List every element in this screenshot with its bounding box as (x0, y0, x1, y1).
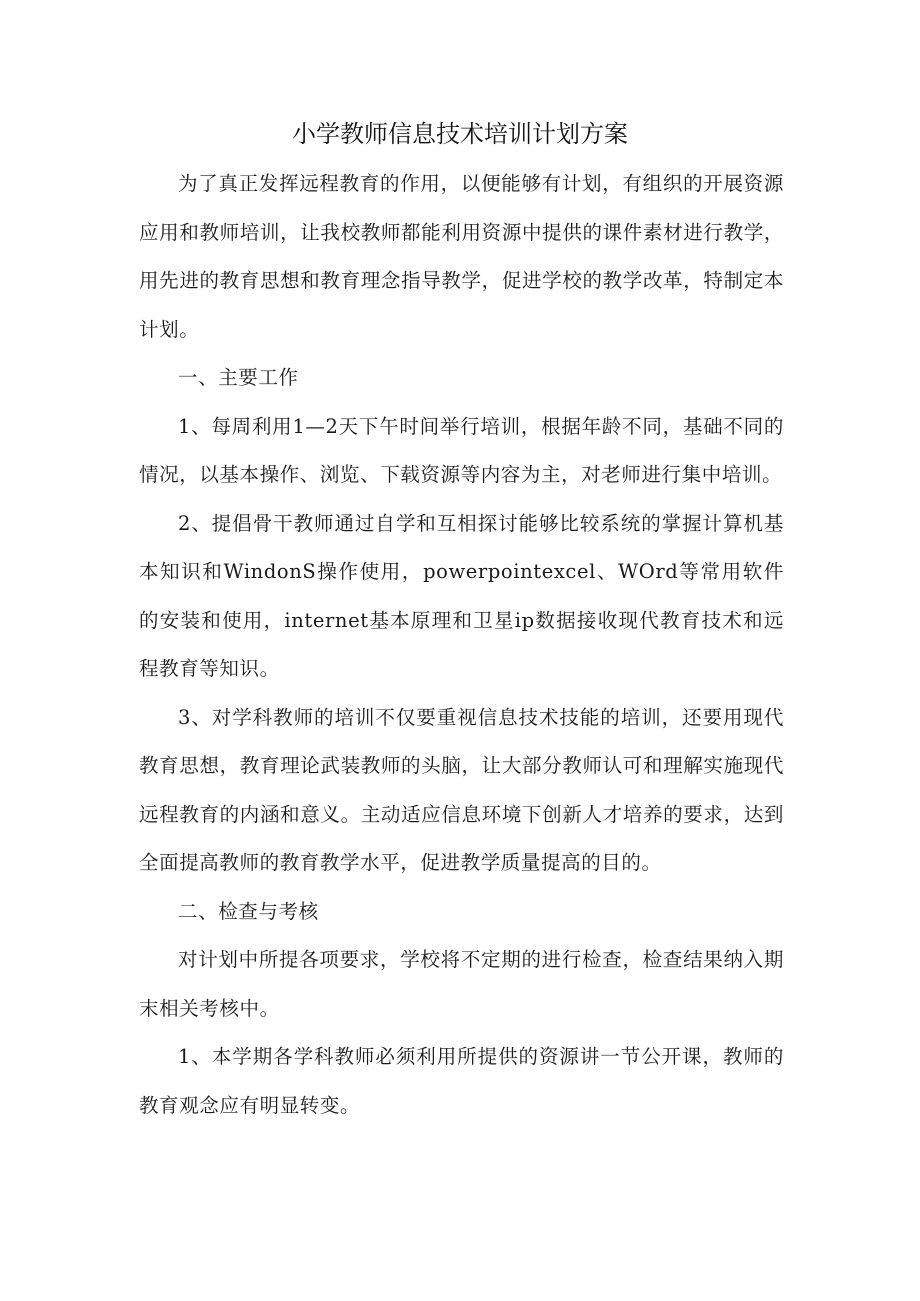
document-title: 小学教师信息技术培训计划方案 (292, 120, 628, 148)
work-item-3: 3、对学科教师的培训不仅要重视信息技术技能的培训，还要用现代教育思想，教育理论武装教师的头脑，让大部分教师认可和理解实施现代远程教育的内涵和意义。主动适应信息环境下创新人才培养的要求，达到全面提高教师的教育教学水平，促进教学质量提高的目的。 (139, 705, 784, 874)
inspection-item-1: 1、本学期各学科教师必须利用所提供的资源讲一节公开课，教师的教育观念应有明显转变。 (139, 1045, 784, 1117)
inspection-paragraph: 对计划中所提各项要求，学校将不定期的进行检查，检查结果纳入期末相关考核中。 (139, 948, 784, 1020)
document-body (139, 160, 784, 1130)
section-heading-main-work: 一、主要工作 (178, 366, 299, 389)
work-item-2: 2、提倡骨干教师通过自学和互相探讨能够比较系统的掌握计算机基本知识和WindonS操作使用，powerpointexcel、WOrd等常用软件的安装和使用，internet基本原理和卫星ip数据接收现代教育技术和远程教育等知识。 (139, 511, 784, 680)
work-item-1: 1、每周利用1—2天下午时间举行培训，根据年龄不同，基础不同的情况，以基本操作、浏览、下载资源等内容为主，对老师进行集中培训。 (139, 414, 784, 486)
section-heading-inspection: 二、检查与考核 (178, 899, 319, 923)
intro-paragraph: 为了真正发挥远程教育的作用，以便能够有计划，有组织的开展资源应用和教师培训，让我校教师都能利用资源中提供的课件素材进行教学，用先进的教育思想和教育理念指导教学，促进学校的教学改革，特制定本计划。 (139, 172, 784, 341)
